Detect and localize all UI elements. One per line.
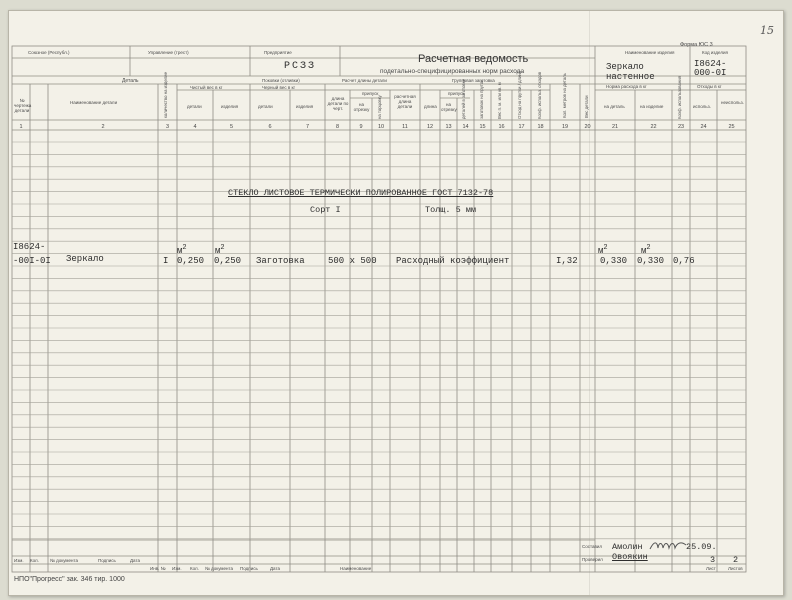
enterprise-label: Предприятие <box>264 50 292 55</box>
norm-detail-value: 0,330 <box>600 256 628 266</box>
column-number: 15 <box>479 124 486 130</box>
per-rod-header: заготовок на пруток <box>479 79 484 119</box>
product-name: Зеркало настенное <box>606 62 655 82</box>
detail-name: Зеркало <box>66 254 104 264</box>
footer-label: № документа <box>50 558 79 563</box>
net-product-value: 0,250 <box>214 256 242 266</box>
rod-weight-header: Отход на прутки / длина <box>517 70 522 119</box>
checked-label: Проверил <box>582 557 603 562</box>
column-number: 10 <box>377 124 385 130</box>
column-number: 6 <box>268 124 272 130</box>
blank-header: Поковки (отливки) <box>262 78 300 83</box>
unit-norm-product: $м^2$ <box>641 244 651 256</box>
footer-label: Дата <box>270 566 280 571</box>
footer-label: Наименование <box>340 566 372 571</box>
allowance2-header: припуск <box>448 91 465 96</box>
column-number: 24 <box>700 124 707 130</box>
piece-count-header: деталей в заготовке <box>461 78 466 119</box>
column-number: 5 <box>229 124 234 130</box>
drawing-no-line2: -00I-0I <box>13 256 51 266</box>
product-code: I8624-000-0I <box>694 59 727 78</box>
product-name-label: Наименование изделия <box>625 50 675 55</box>
ministry-label: Союзное (Республ.) <box>28 50 70 55</box>
sign-date: 25.09. <box>686 542 717 552</box>
detail-group-header: Деталь <box>122 78 139 84</box>
product-code-label: Код изделия <box>702 50 728 55</box>
length-header: длина детали по черт. <box>327 96 349 111</box>
cut2-header: на отрезку <box>441 102 457 112</box>
column-number: 11 <box>402 124 408 130</box>
footer-label: Подпись <box>98 558 116 563</box>
material-thickness: Толщ. 5 мм <box>425 205 477 215</box>
column-number: 9 <box>359 124 363 130</box>
form-number: Форма ЮС 3 <box>680 42 713 48</box>
compiled-name: Амолин <box>612 542 643 552</box>
column-number: 14 <box>462 124 469 130</box>
column-number: 8 <box>335 124 340 130</box>
norm-product-value: 0,330 <box>637 256 665 266</box>
consumption-note: Расходный коэффициент <box>396 256 510 266</box>
column-number: 12 <box>426 124 434 130</box>
material-grade: Сорт I <box>310 205 341 215</box>
column-number: 17 <box>518 124 525 130</box>
cut-header: на отрезку <box>353 102 370 112</box>
norm-detail-header: на деталь <box>604 104 625 109</box>
column-number: 1 <box>19 124 23 130</box>
printer-imprint: НПО"Прогресс" зак. 346 тир. 1000 <box>14 576 125 583</box>
enterprise-code: РСЗЗ <box>284 61 317 72</box>
blank-size: 500 х 500 <box>328 256 377 266</box>
form-title: Расчетная ведомость <box>418 53 529 65</box>
column-number: 7 <box>305 124 310 130</box>
unusable-header: неиспольз. <box>721 100 744 105</box>
unit-net-product: $м^2$ <box>215 244 225 256</box>
column-number: 4 <box>193 124 197 130</box>
calc-length-header: Расчет длины детали <box>342 78 387 83</box>
handwritten-signature <box>648 539 688 553</box>
utilization-coefficient: 0,76 <box>673 256 695 266</box>
column-number: 19 <box>561 124 569 130</box>
column-number: 23 <box>677 124 685 130</box>
compiled-label: Составил <box>582 544 603 549</box>
name-header: Наименование детали <box>70 100 118 105</box>
sheet-number: 3 <box>710 555 716 565</box>
unit-norm-detail: $м^2$ <box>598 244 608 256</box>
black-detail-header: детали <box>258 104 273 109</box>
drawing-no-header: № чертежа детали <box>14 98 32 113</box>
norm-m-header: Кол. метров на деталь <box>562 73 567 118</box>
facing-header: на торцовку <box>377 95 382 119</box>
column-number: 16 <box>498 124 505 130</box>
net-detail-value: 0,250 <box>177 256 205 266</box>
column-number: 21 <box>611 124 619 130</box>
column-number: 18 <box>537 124 544 130</box>
footer-label: Подпись <box>240 566 258 571</box>
footer-label: Инв. № <box>150 566 166 571</box>
column-number: 3 <box>165 124 170 130</box>
footer-label: Кол. <box>30 558 39 563</box>
sheet-label: Лист <box>706 566 716 571</box>
column-number: 13 <box>445 124 452 130</box>
material-name: СТЕКЛО ЛИСТОВОЕ ТЕРМИЧЕСКИ ПОЛИРОВАННОЕ ГОСТ 7132-78 <box>228 188 494 198</box>
column-number: 20 <box>584 124 591 130</box>
allowance-header: припуск <box>362 91 379 96</box>
column-number: 22 <box>650 124 657 130</box>
footer-label: Дата <box>130 558 140 563</box>
unit-net-detail: $м^2$ <box>177 244 187 256</box>
sheets-label: Листов <box>728 566 743 571</box>
footer-label: № документа <box>205 566 234 571</box>
footer-label: Изм. <box>172 566 182 571</box>
detail-qty: I <box>163 256 169 266</box>
page-number: 15 <box>760 24 774 37</box>
checked-name: Овоякин <box>612 552 648 562</box>
footer-label: Кол. <box>190 566 199 571</box>
black-product-header: изделия <box>296 104 314 109</box>
net-product-header: изделия <box>221 104 239 109</box>
group-cut-header: Групповая заготовка <box>452 78 495 83</box>
administration-label: Управление (трест) <box>148 50 189 55</box>
waste-header: Отходы в кг <box>697 84 722 89</box>
net-weight-header: Чистый вес в кг <box>190 85 223 90</box>
norm-header: Норма расхода в кг <box>606 84 647 89</box>
weight-m-header: Вес п. м. или кв. м <box>497 82 502 119</box>
length2-header: длина <box>424 104 437 109</box>
drawing-no-line1: I8624- <box>13 242 46 252</box>
net-detail-header: детали <box>187 104 202 109</box>
consumption-coefficient: I,32 <box>556 256 578 266</box>
footer-label: Изм. <box>14 558 24 563</box>
column-number: 2 <box>101 124 105 130</box>
util-coef-header: Коэф. использования <box>677 76 682 119</box>
qty-header: количество на изделие <box>163 72 168 118</box>
coef-header: Коэф. использ. отходов <box>537 71 542 119</box>
form-subtitle: подетально-специфицированных норм расхода <box>380 68 525 75</box>
sheets-total: 2 <box>733 555 739 565</box>
column-number: 25 <box>728 124 735 130</box>
norm-product-header: на изделие <box>640 104 664 109</box>
calc-length-col-header: расчетная длина детали <box>394 94 416 109</box>
usable-header: использ. <box>693 104 711 109</box>
black-weight-header: Черный вес в кг <box>262 85 296 90</box>
detail-weight-header: Вес детали <box>584 95 589 118</box>
blank-type: Заготовка <box>256 256 305 266</box>
